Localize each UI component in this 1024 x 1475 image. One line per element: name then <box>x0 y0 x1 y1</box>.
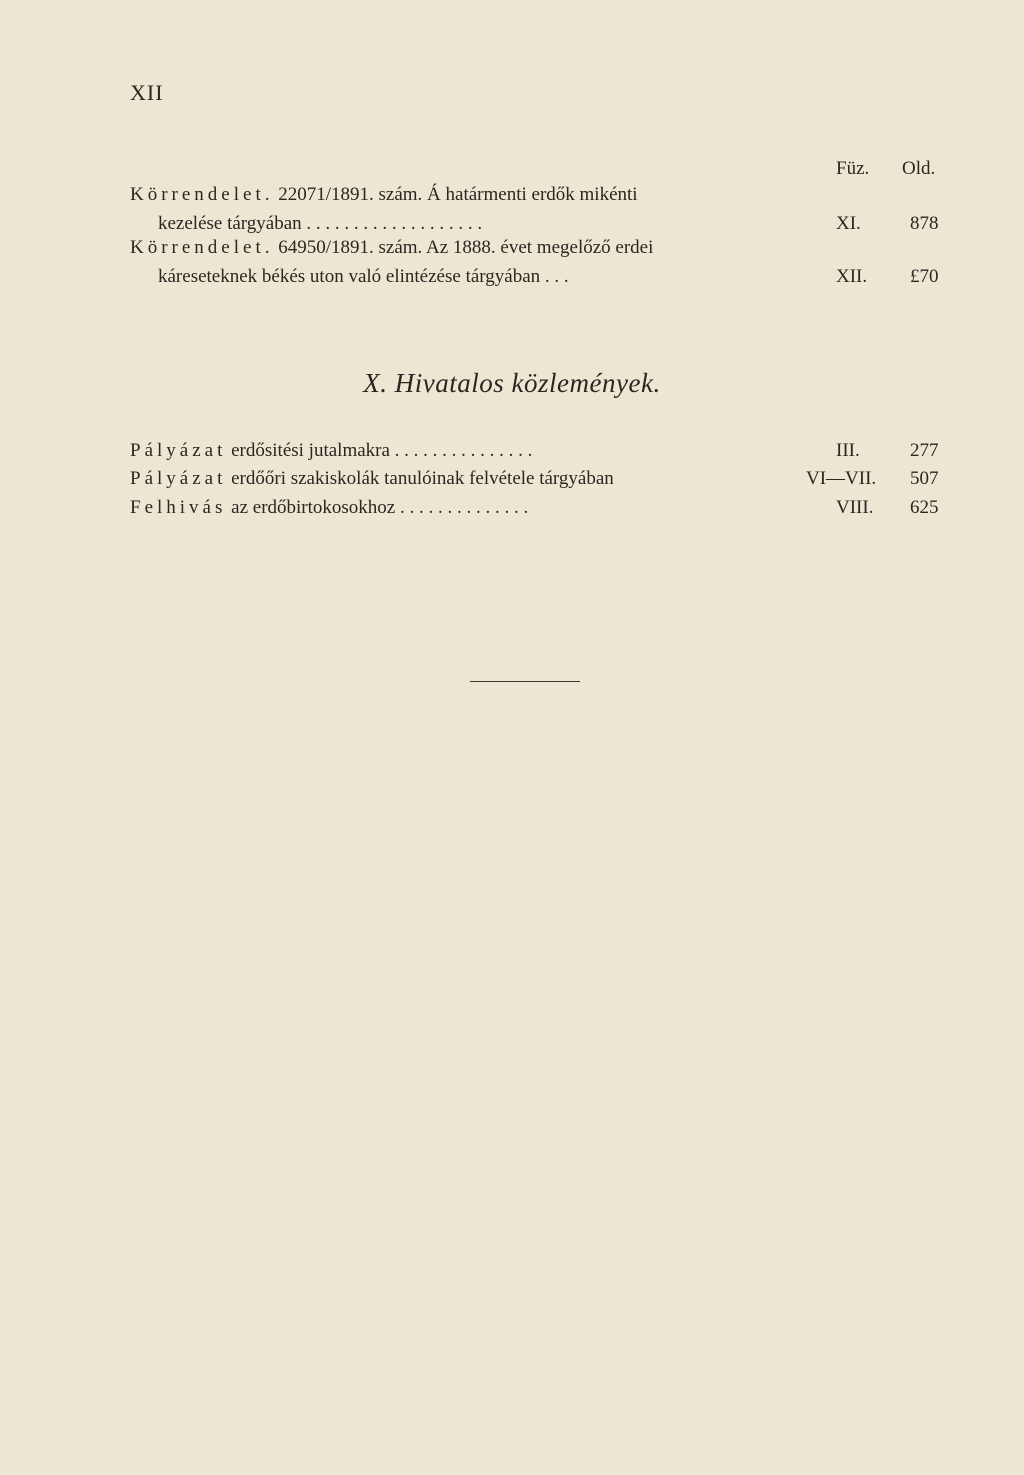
toc-entry <box>130 233 948 291</box>
entry-text: kezelése tárgyában . . . . . . . . . . . . . . . . . . . <box>158 213 483 234</box>
toc-entry <box>130 436 948 465</box>
entry-issue: XI. <box>836 213 861 234</box>
toc-entry-line <box>130 464 948 493</box>
entry-lead: Körrendelet. <box>130 237 274 258</box>
entry-text: káreseteknek békés uton való elintézése tárgyában . . . <box>158 266 569 287</box>
entry-issue: VI—VII. <box>806 468 877 489</box>
page-number: XII <box>130 80 164 105</box>
entry-text: 22071/1891. szám. Á határmenti erdők mikénti <box>273 184 638 205</box>
entry-text: erdősitési jutalmakra . . . . . . . . . . . . . . . <box>226 440 533 461</box>
entry-issue: XII. <box>836 266 868 287</box>
toc-entry-line <box>130 233 948 262</box>
entry-text: 64950/1891. szám. Az 1888. évet megelőző erdei <box>273 237 654 258</box>
entry-text: erdőőri szakiskolák tanulóinak felvétele tárgyában <box>226 468 614 489</box>
toc-entry <box>130 464 948 493</box>
issue-column-header: Füz. <box>836 158 870 179</box>
toc-entry <box>130 493 948 522</box>
page-column-header: Old. <box>902 158 936 179</box>
entry-page: 277 <box>910 440 939 461</box>
entry-page: 625 <box>910 497 939 518</box>
entry-page: £70 <box>910 266 939 287</box>
entry-issue: VIII. <box>836 497 874 518</box>
section-title: X. Hivatalos közlemények. <box>363 368 661 398</box>
toc-entry-line <box>130 436 948 465</box>
entry-lead: Pályázat <box>130 468 227 489</box>
entry-lead: Pályázat <box>130 440 227 461</box>
toc-entry-line <box>130 262 948 291</box>
entry-lead: Körrendelet. <box>130 184 274 205</box>
entry-issue: III. <box>836 440 860 461</box>
toc-entry-line <box>130 493 948 522</box>
entry-lead: Felhivás <box>130 497 227 518</box>
toc-entry-line <box>130 180 948 209</box>
toc-entry <box>130 180 948 238</box>
end-rule <box>470 681 580 682</box>
entry-page: 878 <box>910 213 939 234</box>
entry-page: 507 <box>910 468 939 489</box>
entry-text: az erdőbirtokosokhoz . . . . . . . . . . . . . . <box>226 497 529 518</box>
